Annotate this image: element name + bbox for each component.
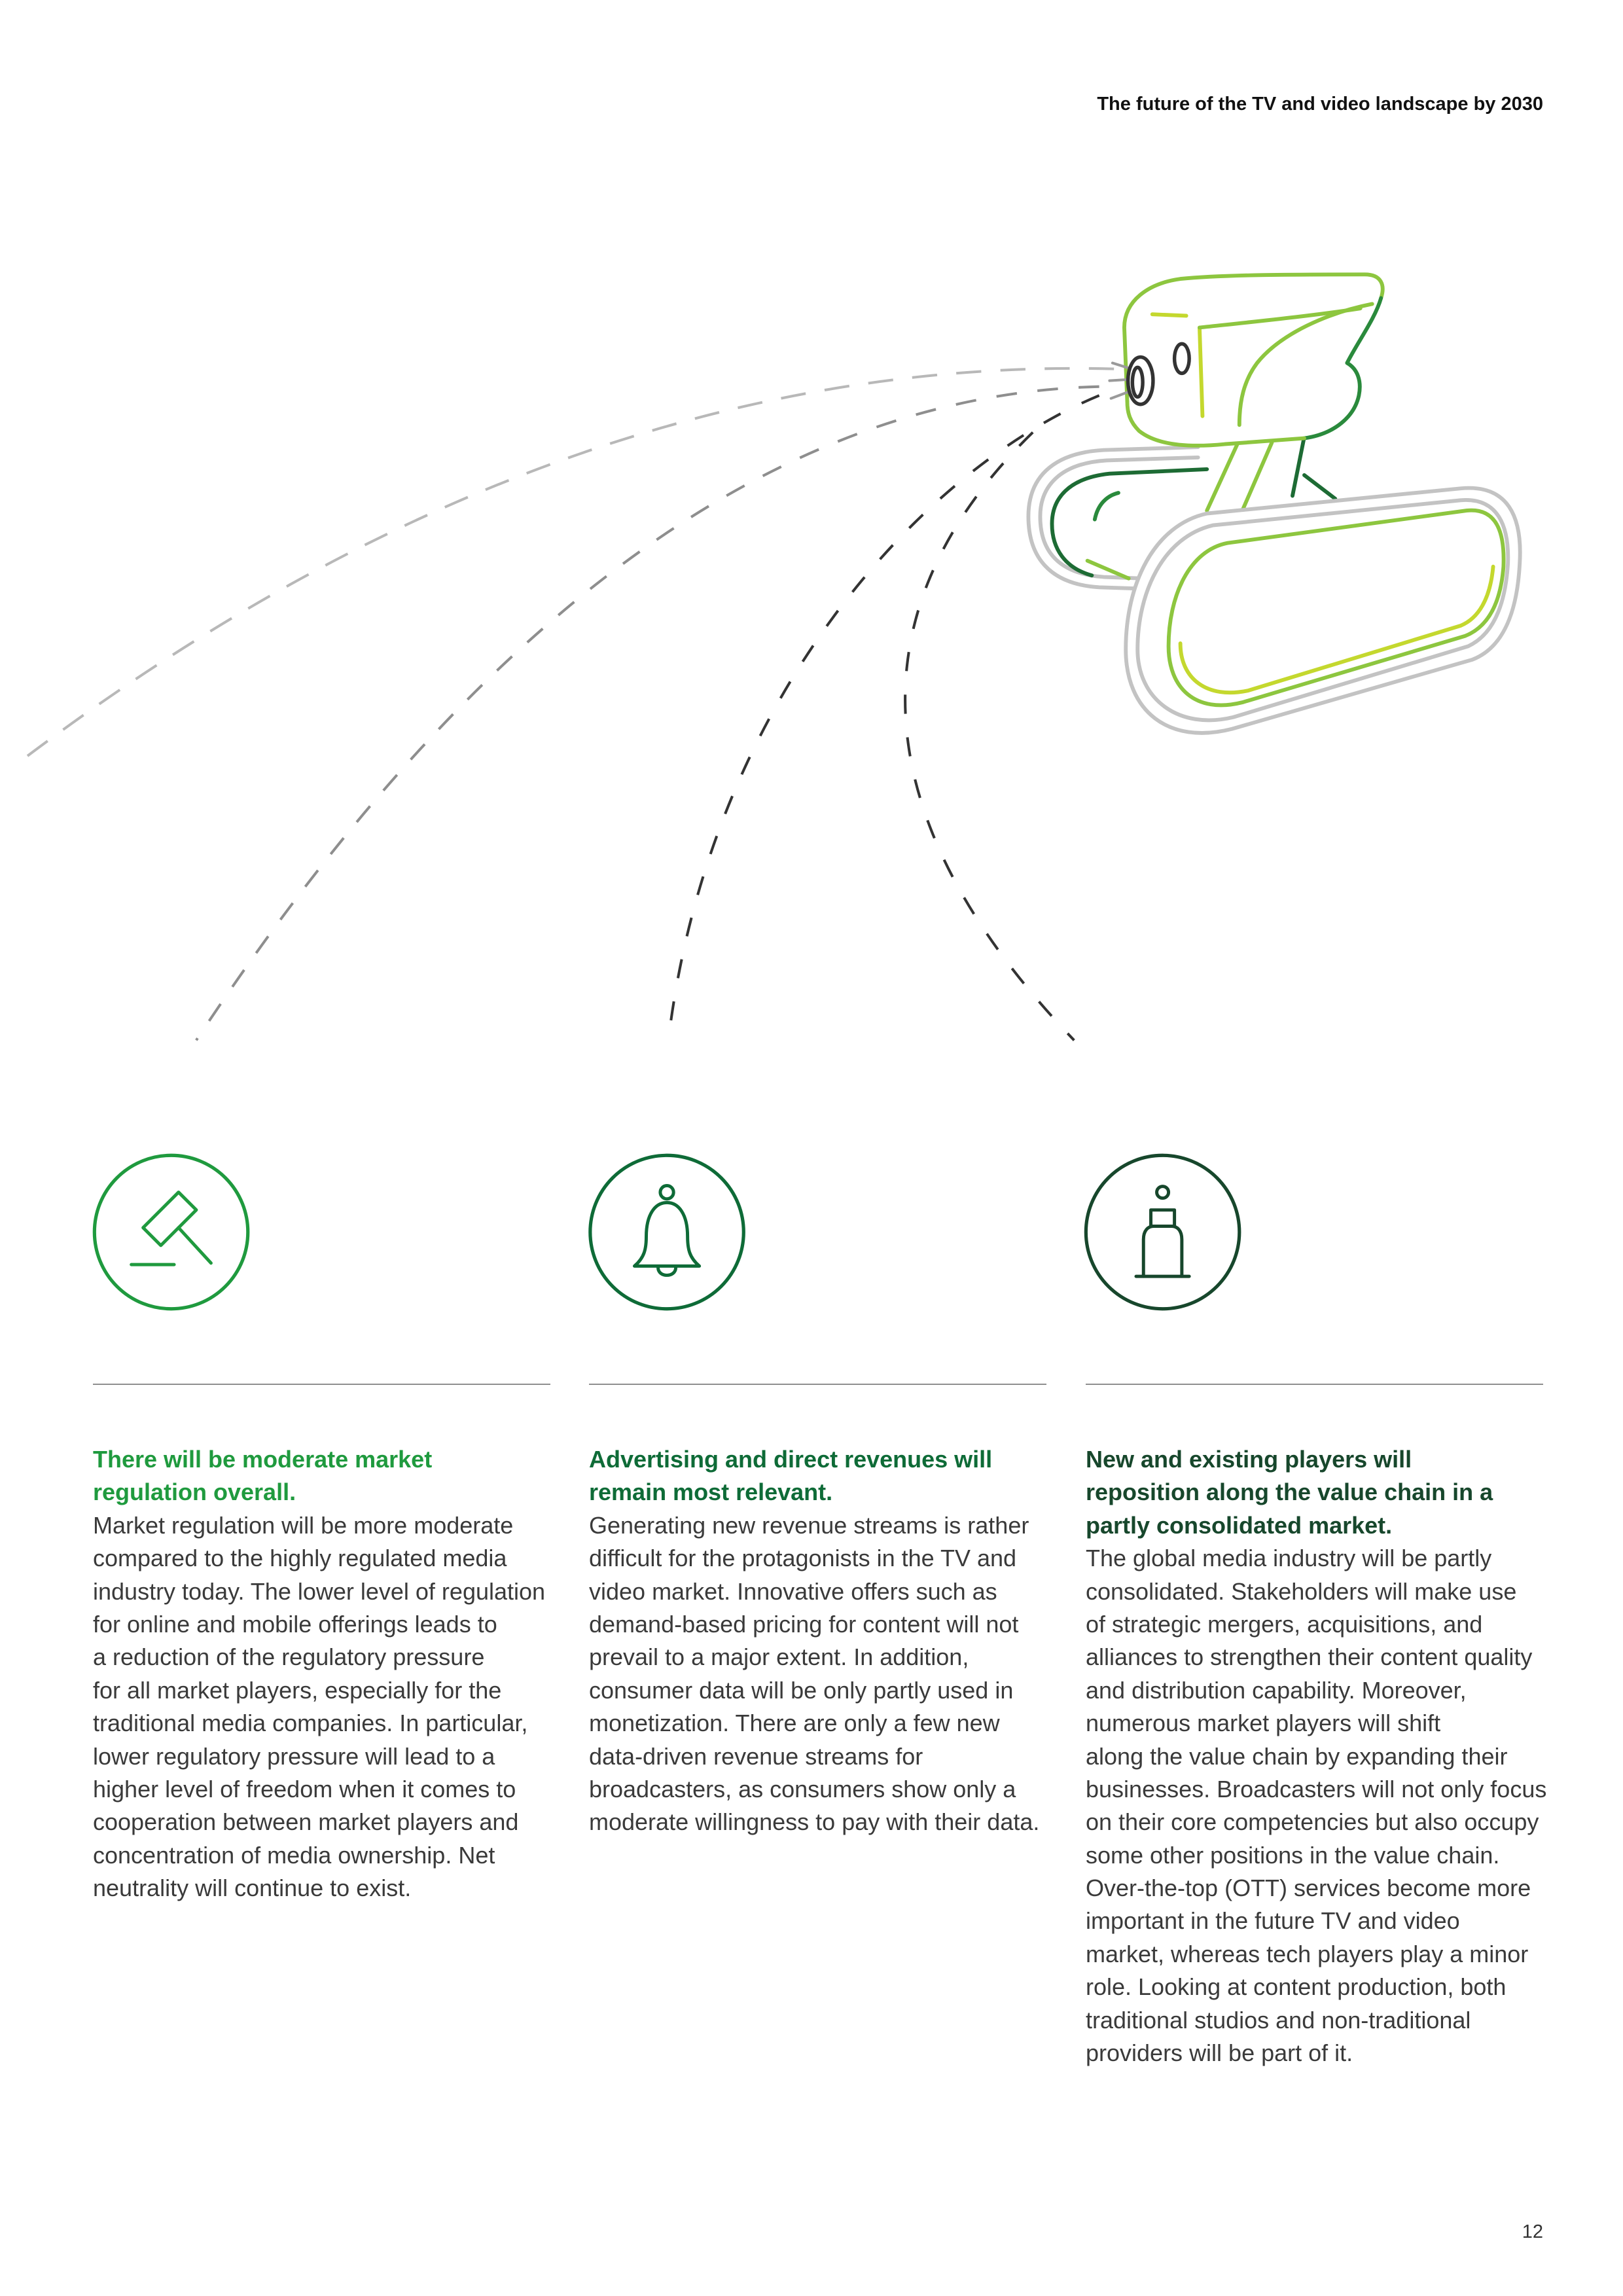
body-line: demand-based pricing for content will not — [589, 1610, 1019, 1638]
column-divider — [589, 1384, 1046, 1385]
body-line: lower regulatory pressure will lead to a — [93, 1742, 495, 1770]
body-line: some other positions in the value chain. — [1086, 1841, 1500, 1869]
body-line: Over-the-top (OTT) services become more — [1086, 1874, 1531, 1902]
projection-lines — [22, 368, 1114, 1041]
body-line: role. Looking at content production, both — [1086, 1973, 1507, 2001]
body-line: market, whereas tech players play a minor — [1086, 1940, 1529, 1967]
projection-line — [22, 368, 1114, 760]
body-line: important in the future TV and video — [1086, 1907, 1460, 1935]
badge-circle — [94, 1155, 247, 1308]
body-line: consolidated. Stakeholders will make use — [1086, 1577, 1517, 1605]
body-line: a reduction of the regulatory pressure — [93, 1643, 485, 1671]
body-line: alliances to strengthen their content quality — [1086, 1643, 1533, 1671]
bottle-badge — [1086, 1155, 1239, 1308]
body-line: for all market players, especially for the — [93, 1676, 502, 1704]
projection-line — [196, 387, 1099, 1041]
page-number: 12 — [1522, 2221, 1543, 2242]
column-body — [1086, 1542, 1557, 2070]
column-heading — [1086, 1443, 1557, 1542]
body-line: higher level of freedom when it comes to — [93, 1775, 516, 1803]
bottle-icon — [1136, 1187, 1189, 1277]
bell-badge — [590, 1155, 743, 1308]
body-line: prevail to a major extent. In addition, — [589, 1643, 969, 1671]
column-text — [93, 1443, 564, 1905]
body-line: consumer data will be only partly used in — [589, 1676, 1014, 1704]
body-line: video market. Innovative offers such as — [589, 1577, 997, 1605]
heading-line: New and existing players will — [1086, 1446, 1412, 1473]
column-body — [589, 1509, 1060, 1839]
column-body — [93, 1509, 564, 1905]
body-line: difficult for the protagonists in the TV and — [589, 1545, 1017, 1572]
body-line: traditional studios and non-traditional — [1086, 2006, 1471, 2034]
body-line: Generating new revenue streams is rather — [589, 1511, 1029, 1539]
body-line: The global media industry will be partly — [1086, 1545, 1492, 1572]
gavel-badge — [94, 1155, 247, 1308]
body-line: for online and mobile offerings leads to — [93, 1610, 497, 1638]
body-line: along the value chain by expanding their — [1086, 1742, 1508, 1770]
body-line: concentration of media ownership. Net — [93, 1841, 495, 1869]
body-line: Market regulation will be more moderate — [93, 1511, 514, 1539]
body-line: broadcasters, as consumers show only a — [589, 1775, 1016, 1803]
column-divider — [1086, 1384, 1543, 1385]
body-line: compared to the highly regulated media — [93, 1545, 507, 1572]
column-heading — [93, 1443, 564, 1509]
heading-line: regulation overall. — [93, 1479, 296, 1506]
body-line: and distribution capability. Moreover, — [1086, 1676, 1467, 1704]
heading-line: remain most relevant. — [589, 1479, 833, 1506]
body-line: monetization. There are only a few new — [589, 1710, 1000, 1737]
robot-front-track — [1126, 488, 1520, 733]
column-text — [1086, 1443, 1557, 2070]
body-line: cooperation between market players and — [93, 1808, 519, 1836]
body-line: providers will be part of it. — [1086, 2039, 1353, 2067]
body-line: data-driven revenue streams for — [589, 1742, 923, 1770]
robot-neck — [1207, 437, 1335, 511]
heading-line: partly consolidated market. — [1086, 1511, 1393, 1539]
body-line: numerous market players will shift — [1086, 1710, 1441, 1737]
column-heading — [589, 1443, 1060, 1509]
heading-line: reposition along the value chain in a — [1086, 1479, 1493, 1506]
badge-circle — [1086, 1155, 1239, 1308]
heading-line: There will be moderate market — [93, 1446, 433, 1473]
column-divider — [93, 1384, 550, 1385]
body-line: of strategic mergers, acquisitions, and — [1086, 1610, 1483, 1638]
robot-eye — [1128, 357, 1153, 404]
robot-head — [1124, 274, 1383, 446]
robot-illustration — [1028, 274, 1520, 733]
body-line: moderate willingness to pay with their data. — [589, 1808, 1040, 1836]
gavel-icon — [132, 1193, 211, 1265]
heading-line: Advertising and direct revenues will — [589, 1446, 993, 1473]
column-text — [589, 1443, 1060, 1839]
body-line: industry today. The lower level of regulation — [93, 1577, 546, 1605]
body-line: on their core competencies but also occupy — [1086, 1808, 1539, 1836]
body-line: neutrality will continue to exist. — [93, 1874, 412, 1902]
badge-circle — [590, 1155, 743, 1308]
running-header: The future of the TV and video landscape by 2030 — [1097, 94, 1543, 115]
body-line: businesses. Broadcasters will not only focus — [1086, 1775, 1547, 1803]
bell-icon — [634, 1185, 699, 1275]
body-line: traditional media companies. In particular, — [93, 1710, 528, 1737]
